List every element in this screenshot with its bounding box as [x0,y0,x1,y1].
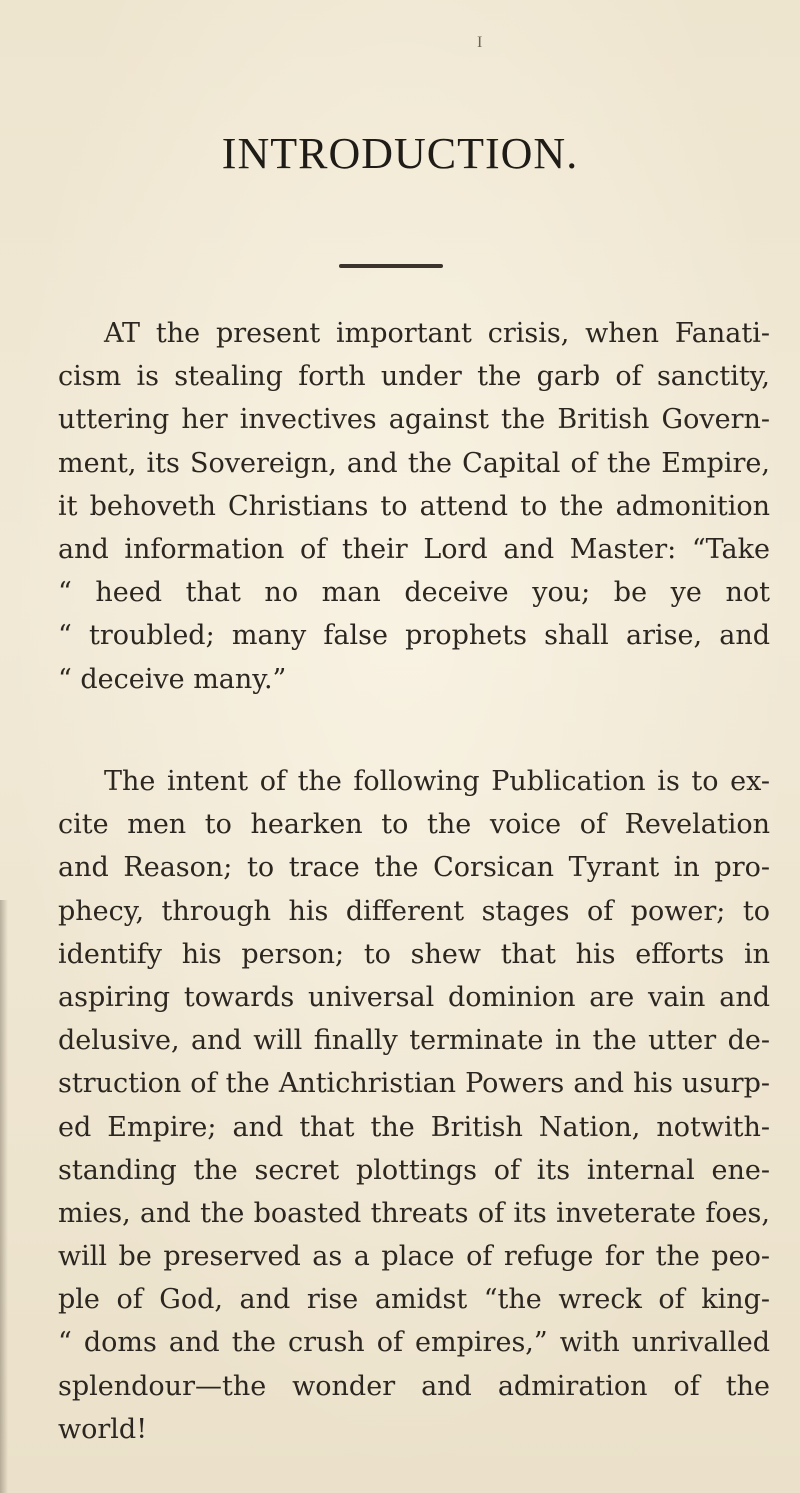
text-line: cite men to hearken to the voice of Revelation [58,809,770,841]
title-rule [339,264,443,268]
text-line: it behoveth Christians to attend to the admonition [58,490,770,522]
paragraph-1 [58,312,770,701]
text-line: and Reason; to trace the Corsican Tyrant in pro- [58,852,770,884]
text-line: delusive, and will finally terminate in the utter de- [58,1025,770,1057]
text-line: phecy, through his different stages of power; to [58,895,770,927]
text-line: ple of God, and rise amidst “the wreck of king- [58,1284,770,1316]
text-line: aspiring towards universal dominion are vain and [58,981,770,1013]
text-line: AT the present important crisis, when Fanati- [104,318,770,349]
text-line: uttering her invectives against the British Govern- [58,404,770,436]
text-line: “ troubled; many false prophets shall arise, and [58,620,770,652]
text-line: ment, its Sovereign, and the Capital of the Empire, [58,447,770,479]
text-line: mies, and the boasted threats of its inveterate foes, [58,1197,770,1229]
binding-shadow [0,900,8,1493]
text-line: identify his person; to shew that his efforts in [58,938,770,970]
text-line: struction of the Antichristian Powers and his usurp- [58,1068,770,1100]
paragraph-2 [58,760,770,1451]
text-line: “ heed that no man deceive you; be ye not [58,577,770,609]
text-line: will be preserved as a place of refuge for the peo- [58,1241,770,1273]
text-line: “ doms and the crush of empires,” with unrivalled [58,1327,770,1359]
text-line: The intent of the following Publication is to ex- [104,766,770,797]
text-line: “ deceive many.” [58,663,287,695]
text-line: and information of their Lord and Master: “Take [58,533,770,565]
text-line: ed Empire; and that the British Nation, notwith- [58,1111,770,1143]
text-line: standing the secret plottings of its internal ene- [58,1154,770,1186]
page-title: INTRODUCTION. [221,129,579,178]
page-marker: I [477,34,483,51]
text-line: cism is stealing forth under the garb of sanctity, [58,361,770,393]
text-line: splendour—the wonder and admiration of the [58,1370,770,1402]
text-line: world! [58,1413,148,1445]
